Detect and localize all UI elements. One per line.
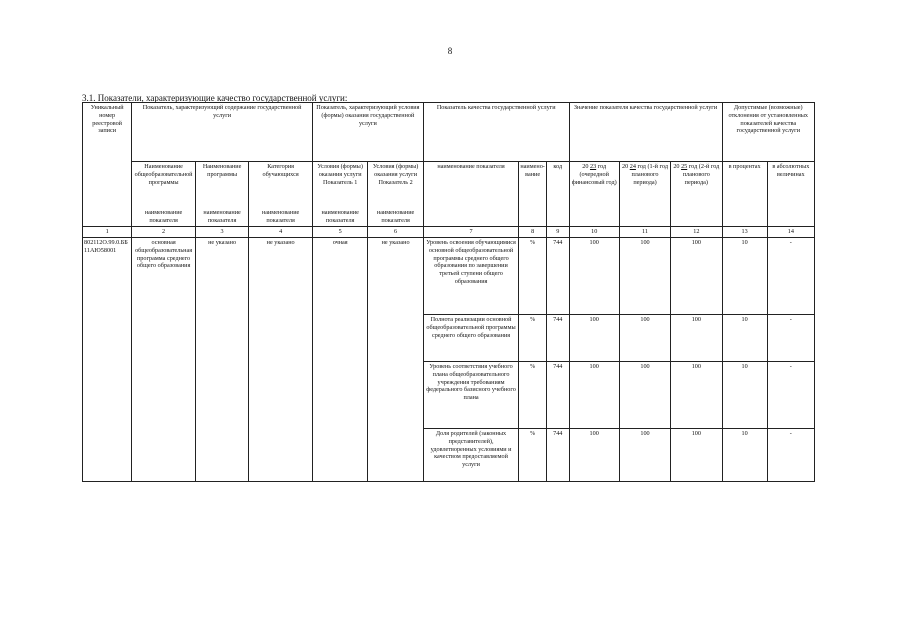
indicator-unit: % bbox=[519, 315, 547, 362]
indicator-value-1: 100 bbox=[569, 362, 619, 429]
year-3-suffix: год (2-й год планового периода) bbox=[682, 163, 720, 186]
indicator-deviation-percent: 10 bbox=[722, 429, 767, 482]
indicator-value-1: 100 bbox=[569, 315, 619, 362]
column-number: 13 bbox=[722, 227, 767, 238]
header-year-2 bbox=[619, 162, 670, 227]
year-2-prefix: 20 bbox=[622, 163, 629, 170]
indicator-deviation-absolute: - bbox=[767, 362, 814, 429]
header-indicator-name: наименование показателя bbox=[423, 162, 518, 227]
column-number: 3 bbox=[195, 227, 248, 238]
header-quality-indicator: Показатель качества государственной услуги bbox=[423, 103, 569, 162]
year-1-suffix: год (очередной финансовый год) bbox=[571, 163, 617, 186]
indicator-deviation-absolute: - bbox=[767, 429, 814, 482]
header-quality-value: Значение показателя качества государственной услуги bbox=[569, 103, 722, 162]
header-conditions-indicator: Показатель, характеризующий условия (формы) оказания государственной услуги bbox=[312, 103, 423, 162]
indicator-unit: % bbox=[519, 429, 547, 482]
record-reg-number: 802112О.99.0.ББ11АЮ58001 bbox=[83, 238, 132, 482]
indicator-value-3: 100 bbox=[671, 315, 722, 362]
header-in-percent: в процентах bbox=[722, 162, 767, 227]
header-in-absolute: в абсолютных величинах bbox=[767, 162, 814, 227]
year-3-prefix: 20 bbox=[673, 163, 680, 170]
indicator-value-1: 100 bbox=[569, 429, 619, 482]
indicator-value-2: 100 bbox=[619, 238, 670, 315]
header-sub-name-1: наименование показателя bbox=[132, 208, 196, 227]
indicator-name: Уровень соответствия учебного плана общеобразовательного учреждения требованиям федерального базисного учебного плана bbox=[423, 362, 518, 429]
indicator-value-3: 100 bbox=[671, 238, 722, 315]
indicator-code: 744 bbox=[546, 362, 569, 429]
page-number: 8 bbox=[447, 46, 453, 56]
record-condition-2: не указано bbox=[368, 238, 423, 482]
indicator-deviation-absolute: - bbox=[767, 315, 814, 362]
indicator-code: 744 bbox=[546, 238, 569, 315]
year-1-prefix: 20 bbox=[582, 163, 589, 170]
column-number: 2 bbox=[132, 227, 196, 238]
header-condition-1: Условия (формы) оказания услуги Показатель 1 bbox=[312, 162, 367, 209]
year-2-suffix: год (1-й год планового периода) bbox=[631, 163, 668, 186]
header-unit-code: код bbox=[546, 162, 569, 209]
record-edu-program: основная общеобразовательная программа среднего общего образования bbox=[132, 238, 196, 482]
header-edu-program-name: Наименование общеобразовательной программы bbox=[132, 162, 196, 209]
year-1-number: 23 bbox=[589, 163, 597, 170]
column-number: 5 bbox=[312, 227, 367, 238]
indicator-deviation-absolute: - bbox=[767, 238, 814, 315]
header-reg-number: Уникальный номер реестровой записи bbox=[83, 103, 132, 227]
indicator-deviation-percent: 10 bbox=[722, 362, 767, 429]
header-sub-name-4: наименование показателя bbox=[312, 208, 367, 227]
column-number: 14 bbox=[767, 227, 814, 238]
header-program-name: Наименование программы bbox=[195, 162, 248, 209]
header-unit-name-cont bbox=[519, 208, 547, 227]
header-unit-code-cont bbox=[546, 208, 569, 227]
indicator-name: Полнота реализации основной общеобразовательной программы среднего общего образования bbox=[423, 315, 518, 362]
column-number: 12 bbox=[671, 227, 722, 238]
section-title: 3.1. Показатели, характеризующие качество государственной услуги: bbox=[82, 93, 348, 103]
column-number: 4 bbox=[249, 227, 313, 238]
column-number: 1 bbox=[83, 227, 132, 238]
indicator-deviation-percent: 10 bbox=[722, 315, 767, 362]
indicator-value-3: 100 bbox=[671, 362, 722, 429]
year-3-number: 25 bbox=[681, 163, 688, 170]
column-number: 11 bbox=[619, 227, 670, 238]
indicator-unit: % bbox=[519, 238, 547, 315]
indicator-name: Доля родителей (законных представителей), удовлетворенных условиями и качеством предоставляемой услуги bbox=[423, 429, 518, 482]
header-sub-name-2: наименование показателя bbox=[195, 208, 248, 227]
header-content-indicator: Показатель, характеризующий содержание государственной услуги bbox=[132, 103, 313, 162]
indicator-value-2: 100 bbox=[619, 362, 670, 429]
indicator-name: Уровень освоения обучающимися основной общеобразовательной программы среднего общего образования по завершении третьей ступени общего образования bbox=[423, 238, 518, 315]
year-2-number: 24 bbox=[629, 163, 636, 170]
header-unit-name: наимено-вание bbox=[519, 162, 547, 209]
indicator-value-1: 100 bbox=[569, 238, 619, 315]
table-row bbox=[83, 238, 815, 315]
header-condition-2: Условия (формы) оказания услуги Показатель 2 bbox=[368, 162, 423, 209]
header-year-1 bbox=[569, 162, 619, 227]
indicator-unit: % bbox=[519, 362, 547, 429]
column-number: 7 bbox=[423, 227, 518, 238]
column-number: 9 bbox=[546, 227, 569, 238]
column-numbers-row bbox=[83, 227, 815, 238]
column-number: 10 bbox=[569, 227, 619, 238]
header-sub-name-3: наименование показателя bbox=[249, 208, 313, 227]
indicator-deviation-percent: 10 bbox=[722, 238, 767, 315]
header-row-1 bbox=[83, 103, 815, 162]
indicator-value-2: 100 bbox=[619, 315, 670, 362]
column-number: 8 bbox=[519, 227, 547, 238]
record-condition-1: очная bbox=[312, 238, 367, 482]
record-program: не указано bbox=[195, 238, 248, 482]
indicator-value-2: 100 bbox=[619, 429, 670, 482]
header-student-category: Категория обучающихся bbox=[249, 162, 313, 209]
header-sub-name-5: наименование показателя bbox=[368, 208, 423, 227]
indicator-code: 744 bbox=[546, 429, 569, 482]
header-year-3 bbox=[671, 162, 722, 227]
quality-indicators-table bbox=[82, 102, 815, 482]
header-deviation: Допустимые (возможные) отклонения от установленных показателей качества государственной услуги bbox=[722, 103, 815, 162]
column-number: 6 bbox=[368, 227, 423, 238]
indicator-value-3: 100 bbox=[671, 429, 722, 482]
header-row-2 bbox=[83, 162, 815, 209]
record-category: не указано bbox=[249, 238, 313, 482]
indicator-code: 744 bbox=[546, 315, 569, 362]
